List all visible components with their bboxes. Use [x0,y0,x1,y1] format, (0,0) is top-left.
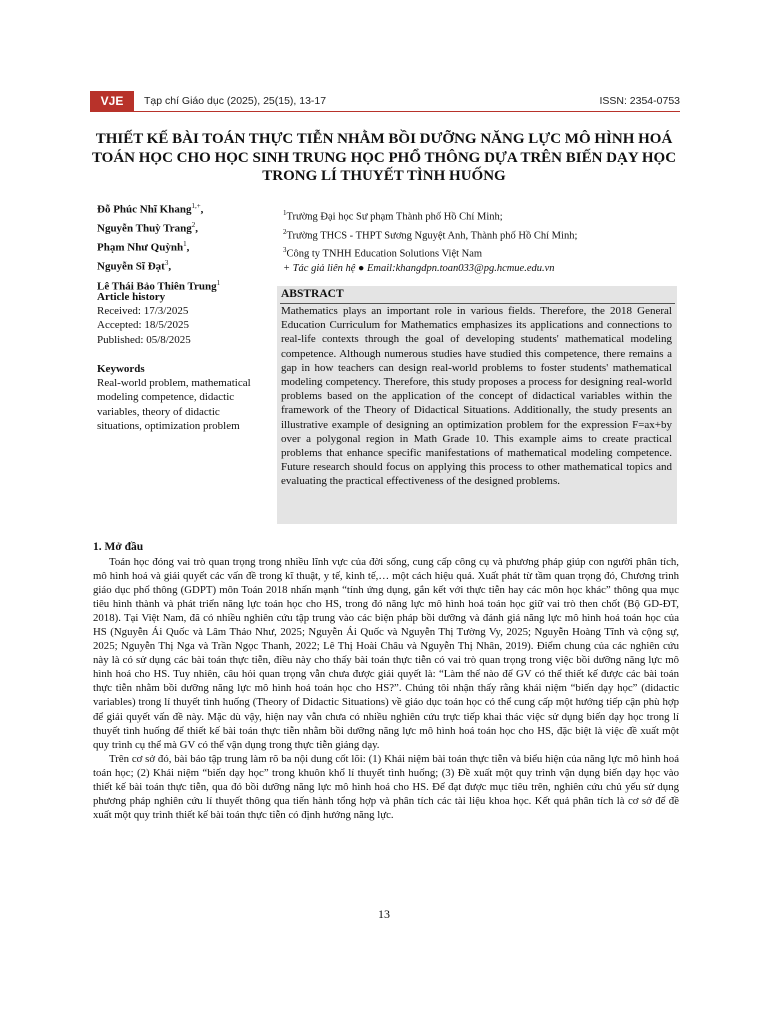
author: Lê Thái Bảo Thiên Trung$^1$ [97,278,221,293]
affiliation: $^2$Trường THCS - THPT Sương Nguyệt Anh, Thành phố Hồ Chí Minh; [283,227,578,241]
affiliation: $^3$Công ty TNHH Education Solutions Việt Nam [283,246,483,260]
page-number: 13 [378,907,390,921]
journal-logo-badge: VJE [90,91,134,111]
introduction-body [93,555,679,822]
abstract-text: Mathematics plays an important role in various fields. Therefore, the 2018 General Education Curriculum for Mathematics emphasizes its applications and connections to real-life contexts through the goal of developing students' mathematical modeling competence. Although numerous studies have studied this competence, there remains a gap in how teachers can design real-world problems to foster students' mathematical modeling competency. Therefore, this study proposes a process for designing real-world problems based on the application of the concept of didactical variables within the framework of the Theory of Didactical Situations. Additionally, the study presents an illustrative example of designing an optimization problem for the expression F=ax+by over a polygonal region in Math Grade 10. This example aims to create practical problems that enhance specific manifestations of mathematical modeling competence. Future research should focus on applying this process to other mathematical topics and evaluating the practical effectiveness of the designed problems. [281,305,672,488]
author: Nguyễn Thuỳ Trang$^2$, [97,221,199,235]
received-date: Received: 17/3/2025 [97,305,189,318]
affiliation: $^1$Trường Đại học Sư phạm Thành phố Hồ Chí Minh; [283,209,503,223]
author: Đỗ Phúc Nhĩ Khang$^{1,+}$, [97,202,204,216]
section-heading-introduction: 1. Mở đầu [93,541,144,553]
author: Phạm Như Quỳnh$^1$, [97,240,190,254]
issn: ISSN: 2354-0753 [599,95,680,107]
keywords-block [97,362,257,433]
body-paragraph: Trên cơ sở đó, bài báo tập trung làm rõ ba nội dung cốt lõi: (1) Khái niệm bài toán thực tiễn và biểu hiện của năng lực mô hình hoá toán học; (2) Khái niệm “biến dạy học” trong khuôn khổ lí thuyết tình huống; (3) Đề xuất một quy trình vận dụng biến dạy học vào thiết kế bài toán thực tiễn, qua đó bồi dưỡng năng lực mô hình hoá cho HS. Để đạt được mục tiêu trên, nghiên cứu chủ yếu sử dụng phương pháp nghiên cứu lí thuyết thông qua tiến hành tổng hợp và phân tích các tài liệu khoa học. Kết quả phân tích là cơ sở để đề xuất một quy trình thiết kế bài toán thực tiễn có định hướng năng lực. [93,752,679,821]
author-list [97,199,277,295]
affiliation-list [283,206,683,276]
abstract-heading: ABSTRACT [281,288,344,300]
journal-header [90,91,680,111]
corresponding-author-email: + Tác giả liên hệ ● Email:khangdpn.toan033@pg.hcmue.edu.vn [283,262,555,274]
body-paragraph: Toán học đóng vai trò quan trọng trong nhiều lĩnh vực của đời sống, cung cấp công cụ và phương pháp giúp con người phân tích, mô hình hoá và giải quyết các vấn đề trong kĩ thuật, y tế, kinh tế,… một cách hiệu quả. Xuất phát từ tầm quan trọng đó, Chương trình giáo dục phổ thông (GDPT) môn Toán 2018 nhấn mạnh “tính ứng dụng, gắn kết với thực tiễn hay các môn học khác” thông qua mục tiêu hình thành và phát triển năng lực toán học cho HS, trong đó năng lực mô hình hoá toán học giữ vai trò then chốt (Bộ GD-ĐT, 2018). Tại Việt Nam, đã có nhiều nghiên cứu tập trung vào các biện pháp bồi dưỡng và đánh giá năng lực mô hình hoá toán học của HS (Nguyễn Ái Quốc và Lâm Thảo Như, 2025; Nguyễn Ái Quốc và Nguyễn Thị Tường Vy, 2025; Nguyễn Hoàng Tĩnh và cộng sự, 2025; Nguyễn Thị Nga và Trần Ngọc Thanh, 2022; Lê Thị Hoài Châu và Nguyễn Thị Nhân, 2019). Điểm chung của các nghiên cứu này là có sử dụng các bài toán thực tiễn, điều này cho thấy bài toán thực tiễn có vai trò quan trọng trong việc bồi dưỡng năng lực mô hình hoá cho HS. Tuy nhiên, câu hỏi quan trọng vẫn chưa được giải quyết là: “Làm thế nào để GV có thể thiết kế được các bài toán thực tiễn nhằm bồi dưỡng năng lực mô hình hoá toán học cho HS?”. Chúng tôi nhận thấy rằng khái niệm “biến dạy học” (didactic variables) trong lí thuyết tình huống (Theory of Didactic Situations) về giáo dục toán học có thể cung cấp một hướng tiếp cận phù hợp để giải quyết vấn đề này. Mặc dù vậy, hiện nay vẫn chưa có nhiều nghiên cứu trực tiếp khai thác việc sử dụng biến dạy học trong lí thuyết tình huống để thiết kế bài toán thực tiễn nhằm bồi dưỡng năng lực mô hình hoá toán học cho HS, đặc biệt là việc đề xuất một quy trình cụ thể mà GV có thể vận dụng trong thực tiễn giảng dạy. [93,556,679,751]
published-date: Published: 05/8/2025 [97,333,191,346]
article-history-heading: Article history [97,291,166,303]
author: Nguyễn Sĩ Đạt$^3$, [97,259,172,274]
keywords-heading: Keywords [97,363,145,375]
header-divider [90,111,680,112]
keywords-text: Real-world problem, mathematical modeling competence, didactic variables, theory of didactic situations, optimization problem [97,377,251,432]
journal-reference: Tạp chí Giáo dục (2025), 25(15), 13-17 [144,95,327,107]
article-history [97,290,267,347]
accepted-date: Accepted: 18/5/2025 [97,319,189,332]
article-title: THIẾT KẾ BÀI TOÁN THỰC TIỄN NHẰM BỒI DƯỠNG NĂNG LỰC MÔ HÌNH HOÁ TOÁN HỌC CHO HỌC SINH TRUNG HỌC PHỔ THÔNG DỰA TRÊN BIẾN DẠY HỌC TRONG LÍ THUYẾT TÌNH HUỐNG [91,131,677,184]
